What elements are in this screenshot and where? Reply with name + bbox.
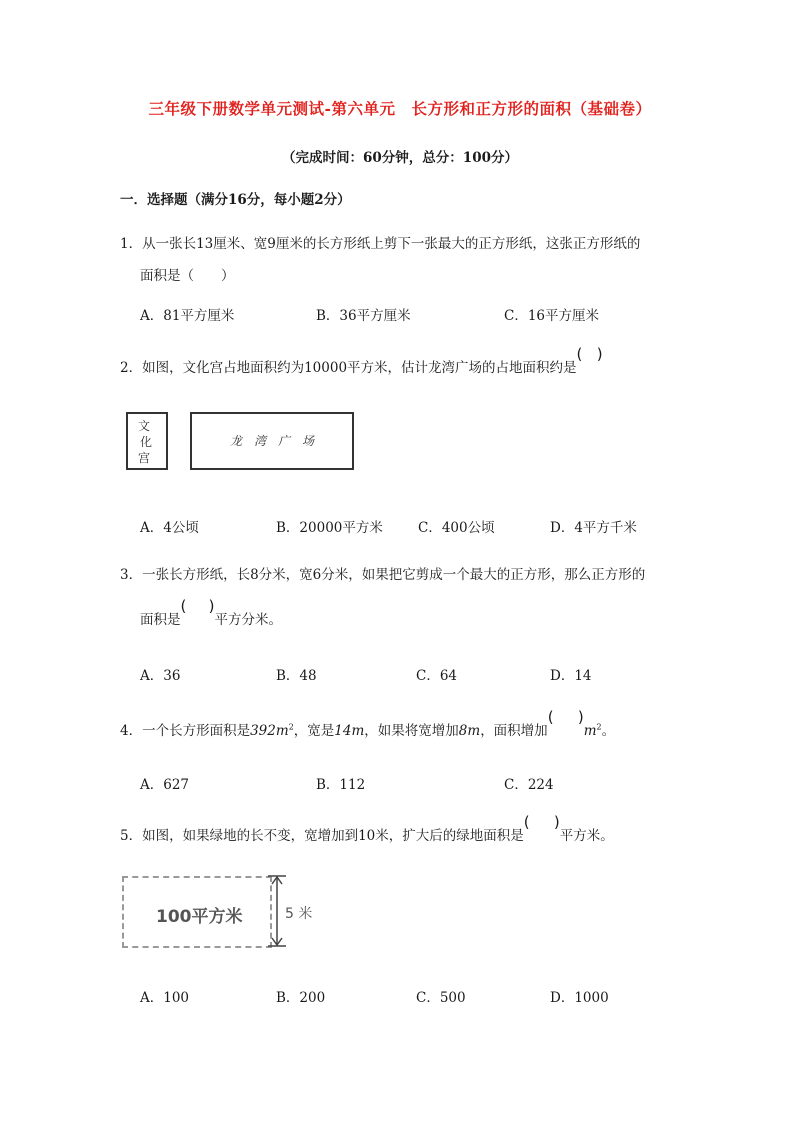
q4-text [120, 715, 615, 739]
fig-right-label: 龙 湾 广 场 [229, 434, 314, 448]
q1-line1: 1．从一张长13厘米、宽9厘米的长方形纸上剪下一张最大的正方形纸，这张正方形纸的 [120, 236, 641, 252]
section-heading: 一．选择题（满分16分，每小题2分） [120, 192, 351, 208]
q4-unit-area: m [275, 723, 289, 739]
fig5-dimension-label: 5 米 [285, 906, 313, 922]
fig-left-char-2: 化 [140, 435, 153, 449]
answer-blank [577, 352, 603, 368]
q2-option-b[interactable]: B．20000平方米 [276, 520, 383, 536]
q5-text [120, 820, 614, 844]
q4-text-e: 。 [601, 723, 616, 739]
q4-value-area: 392 [250, 723, 276, 739]
q3-line2 [140, 604, 282, 628]
q3-line2-b: 平方分米。 [214, 612, 282, 628]
page-title: 三年级下册数学单元测试-第六单元 长方形和正方形的面积（基础卷） [148, 99, 652, 118]
q4-sup-1: 2 [288, 722, 294, 732]
q4-unit-width: m [351, 723, 365, 739]
q4-unit-answer: m [583, 723, 597, 739]
q1-option-a[interactable]: A．81平方厘米 [140, 308, 235, 324]
q4-text-a: 4．一个长方形面积是 [120, 723, 251, 739]
q4-option-c[interactable]: C．224 [504, 777, 554, 793]
q4-option-b[interactable]: B．112 [316, 777, 366, 793]
fig-left-char-1: 文 [138, 419, 151, 433]
answer-blank [548, 715, 584, 731]
q2-text-body: 2．如图，文化宫占地面积约为10000平方米，估计龙湾广场的占地面积约是 [120, 360, 577, 376]
q5-option-c[interactable]: C．500 [416, 990, 466, 1006]
q4-value-width: 14 [334, 723, 352, 739]
answer-blank [181, 604, 215, 620]
figure-cultural-palace [126, 412, 168, 470]
q4-text-c: ，如果将宽增加 [364, 723, 459, 739]
page-subtitle: （完成时间：60分钟，总分：100分） [282, 150, 518, 166]
q1-option-c[interactable]: C．16平方厘米 [504, 308, 600, 324]
q3-option-b[interactable]: B．48 [276, 668, 317, 684]
q3-line1: 3．一张长方形纸，长8分米，宽6分米，如果把它剪成一个最大的正方形，那么正方形的 [120, 567, 646, 583]
q2-option-a[interactable]: A．4公顷 [140, 520, 199, 536]
q4-value-increase: 8 [458, 723, 468, 739]
q1-option-b[interactable]: B．36平方厘米 [316, 308, 411, 324]
q4-sup-2: 2 [596, 722, 602, 732]
q4-unit-increase: m [467, 723, 481, 739]
q2-text [120, 352, 603, 376]
q5-option-a[interactable]: A．100 [140, 990, 190, 1006]
answer-blank [524, 820, 560, 836]
q3-option-d[interactable]: D．14 [550, 668, 592, 684]
q2-option-c[interactable]: C．400公顷 [418, 520, 495, 536]
q1-line2: 面积是（ ） [140, 268, 235, 284]
q5-text-a: 5．如图，如果绿地的长不变，宽增加到10米，扩大后的绿地面积是 [120, 828, 524, 844]
q4-text-b: ，宽是 [293, 723, 335, 739]
fig5-area-label: 100平方米 [156, 907, 243, 927]
fig-left-char-3: 宫 [138, 451, 151, 465]
q4-text-d: ，面积增加 [480, 723, 548, 739]
q2-option-d[interactable]: D．4平方千米 [550, 520, 637, 536]
q4-option-a[interactable]: A．627 [140, 777, 190, 793]
q3-option-a[interactable]: A．36 [140, 668, 181, 684]
q5-option-d[interactable]: D．1000 [550, 990, 609, 1006]
q3-option-c[interactable]: C．64 [416, 668, 458, 684]
q5-text-b: 平方米。 [559, 828, 614, 844]
q3-line2-a: 面积是 [140, 612, 181, 628]
q5-option-b[interactable]: B．200 [276, 990, 326, 1006]
figure-longwan-square [190, 412, 354, 470]
